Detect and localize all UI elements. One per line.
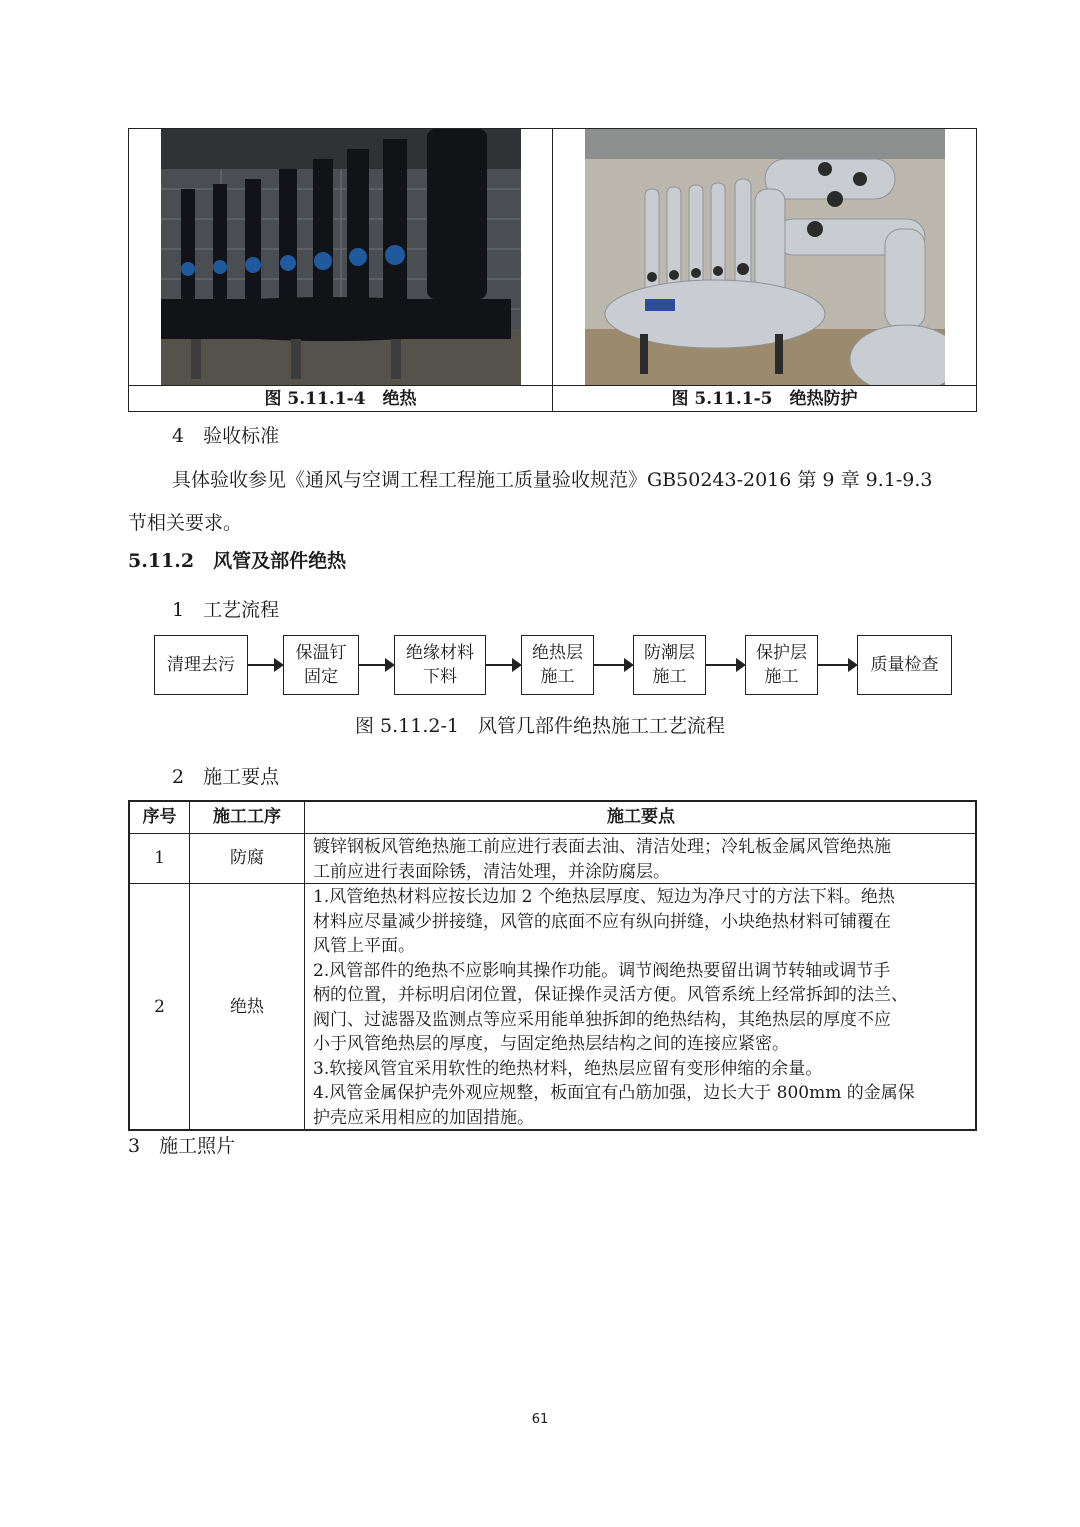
row-1-points	[313, 835, 967, 884]
point-line: 工前应进行表面除锈，清洁处理，并涂防腐层。	[313, 861, 670, 882]
point-line: 2.风管部件的绝热不应影响其操作功能。调节阀绝热要留出调节转轴或调节手	[313, 960, 891, 981]
flow-step-label: 施工	[540, 667, 575, 687]
flow-step-insulation-layer	[521, 635, 594, 695]
point-line: 1.风管绝热材料应按长边加 2 个绝热层厚度、短边为净尺寸的方法下料。绝热	[313, 887, 895, 907]
row-1-step: 防腐	[230, 848, 264, 868]
point-line: 护壳应采用相应的加固措施。	[313, 1107, 534, 1128]
flow-step-label: 质量检查	[870, 655, 939, 675]
photo-caption-insulation-protection: 图 5.11.1-5 绝热防护	[671, 389, 858, 409]
point-line: 材料应尽量减少拼接缝，风管的底面不应有纵向拼缝，小块绝热材料可铺覆在	[313, 911, 891, 932]
flow-step-label: 清理去污	[167, 655, 235, 675]
point-line: 4.风管金属保护壳外观应规整，板面宜有凸筋加强，边长大于 800mm 的金属保	[313, 1083, 915, 1103]
column-header-no: 序号	[142, 807, 177, 827]
photos-heading: 3 施工照片	[128, 1135, 236, 1157]
flow-step-material-cutting	[394, 635, 486, 695]
flow-step-label: 绝缘材料	[406, 643, 474, 663]
point-line: 阀门、过滤器及监测点等应采用能单独拆卸的绝热结构，其绝热层的厚度不应	[313, 1009, 891, 1030]
flow-step-label: 施工	[764, 667, 799, 687]
points-heading: 2 施工要点	[172, 766, 280, 788]
photo-table	[128, 128, 977, 412]
flow-step-label: 施工	[652, 667, 687, 687]
column-header-step: 施工工序	[213, 807, 281, 827]
insulated-pipes-black-photo	[161, 129, 521, 385]
section-title: 5.11.2 风管及部件绝热	[128, 550, 347, 572]
flow-step-clean	[154, 635, 248, 695]
photo-caption-insulation: 图 5.11.1-4 绝热	[129, 386, 553, 412]
flow-step-moisture-layer	[633, 635, 706, 695]
flow-step-label: 固定	[304, 667, 338, 687]
point-line: 风管上平面。	[313, 936, 415, 956]
photo-cell-insulation-protection	[553, 129, 976, 385]
process-figure-caption: 图 5.11.2-1 风管几部件绝热施工工艺流程	[355, 715, 725, 737]
flow-step-protection-layer	[745, 635, 818, 695]
flow-step-insulation-nail	[283, 635, 359, 695]
flow-arrow	[706, 664, 744, 666]
point-line: 镀锌钢板风管绝热施工前应进行表面去油、清洁处理；冷轧板金属风管绝热施	[313, 837, 891, 857]
insulated-pipes-aluminum-photo	[585, 129, 945, 385]
point-line: 3.软接风管宜采用软性的绝热材料，绝热层应留有变形伸缩的余量。	[313, 1058, 823, 1079]
flow-step-label: 防潮层	[644, 643, 695, 663]
flow-step-label: 保护层	[756, 643, 807, 663]
flow-step-quality-check	[857, 635, 952, 695]
point-line: 柄的位置，并标明启闭位置，保证操作灵活方便。风管系统上经常拆卸的法兰、	[313, 985, 908, 1005]
flow-step-label: 下料	[423, 667, 457, 687]
process-heading: 1 工艺流程	[172, 599, 280, 621]
flow-step-label: 绝热层	[532, 643, 583, 663]
acceptance-text-line-2: 节相关要求。	[128, 512, 243, 534]
row-2-no: 2	[154, 997, 165, 1017]
flow-arrow	[359, 664, 393, 666]
construction-points-table	[128, 800, 977, 1131]
point-line: 小于风管绝热层的厚度，与固定绝热层结构之间的连接应紧密。	[313, 1034, 789, 1054]
flow-arrow	[248, 664, 282, 666]
flow-arrow	[594, 664, 632, 666]
photo-caption-row	[129, 385, 976, 412]
flow-arrow	[818, 664, 856, 666]
flow-arrow	[486, 664, 520, 666]
acceptance-text-line-1: 具体验收参见《通风与空调工程工程施工质量验收规范》GB50243-2016 第 9 章 9.1-9.3	[172, 469, 933, 491]
acceptance-heading: 4 验收标准	[172, 425, 280, 447]
table-col-divider	[304, 802, 305, 1129]
row-2-step: 绝热	[230, 997, 264, 1017]
column-header-points: 施工要点	[607, 807, 675, 827]
flow-step-label: 保温钉	[295, 643, 347, 663]
photo-cell-insulation	[129, 129, 553, 385]
row-2-points	[313, 885, 967, 1130]
row-1-no: 1	[154, 848, 165, 868]
page-number: 61	[531, 1412, 549, 1427]
